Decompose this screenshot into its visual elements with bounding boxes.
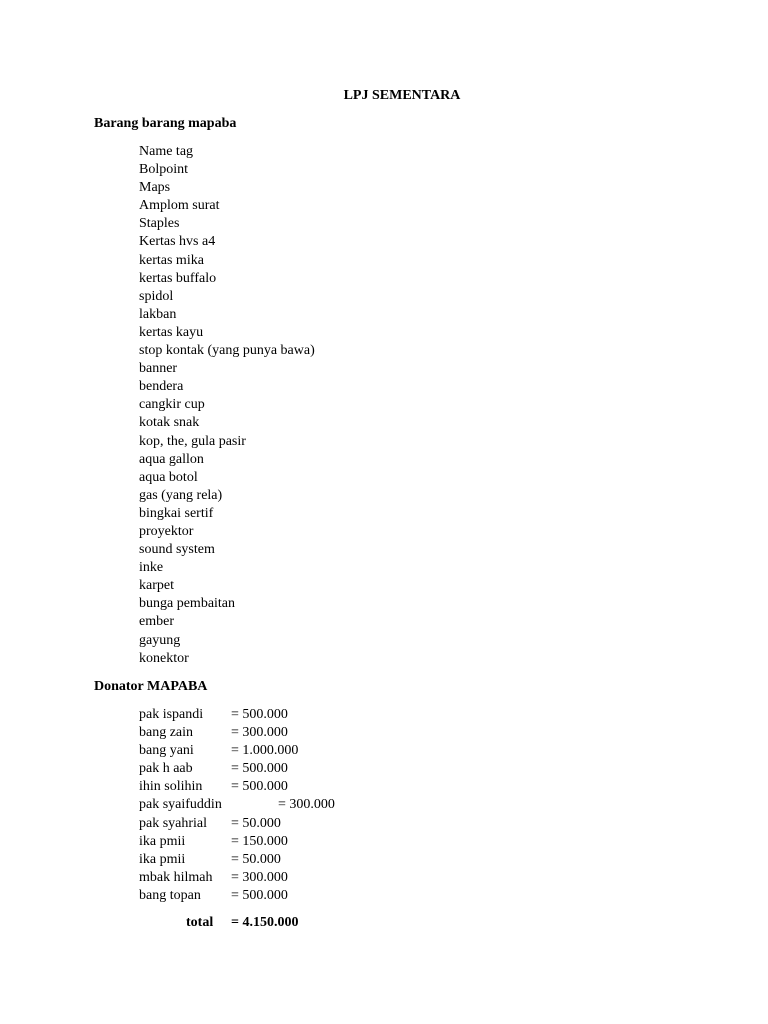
donor-amount: = 50.000 xyxy=(231,851,281,867)
donor-amount: = 500.000 xyxy=(231,707,288,722)
list-item-label: banner xyxy=(139,361,178,377)
list-item-label: bunga pembaitan xyxy=(139,596,236,612)
donor-name: pak syaifuddin xyxy=(139,797,222,813)
document-title: LPJ SEMENTARA xyxy=(343,88,461,103)
donor-name: ika pmii xyxy=(139,833,186,849)
list-item-label: kertas buffalo xyxy=(139,270,217,286)
list-item-label: kop, the, gula pasir xyxy=(139,433,246,449)
list-item-label: ember xyxy=(139,614,174,630)
list-item-label: Maps xyxy=(139,180,171,196)
donor-amount: = 300.000 xyxy=(278,797,335,813)
donor-name: bang yani xyxy=(139,743,194,759)
list-item-label: proyektor xyxy=(139,523,194,539)
donors-heading: Donator MAPABA xyxy=(94,679,208,694)
list-item-label: bingkai sertif xyxy=(139,505,214,521)
list-item-label: konektor xyxy=(139,650,189,666)
list-item-label: lakban xyxy=(139,306,177,322)
donor-name: mbak hilmah xyxy=(139,869,213,885)
list-item-label: Bolpoint xyxy=(139,162,189,178)
total-value: = 4.150.000 xyxy=(231,915,299,930)
donor-amount: = 500.000 xyxy=(231,779,288,795)
donor-amount: = 50.000 xyxy=(231,815,281,831)
donor-amount: = 300.000 xyxy=(231,869,288,885)
total-label: total xyxy=(186,915,214,930)
items-heading: Barang barang mapaba xyxy=(94,116,237,131)
donor-name: pak ispandi xyxy=(139,707,204,722)
donor-name: ika pmii xyxy=(139,851,186,867)
list-item-label: cangkir cup xyxy=(139,397,205,413)
list-item-label: inke xyxy=(139,560,164,576)
list-item-label: gayung xyxy=(139,632,181,648)
list-item-label: kotak snak xyxy=(139,415,200,431)
list-item-label: Staples xyxy=(139,216,180,232)
donor-name: bang zain xyxy=(139,725,194,741)
list-item-label: karpet xyxy=(139,578,174,594)
donor-amount: = 500.000 xyxy=(231,887,288,903)
list-item-label: Name tag xyxy=(139,144,194,159)
donor-name: pak syahrial xyxy=(139,815,208,831)
donor-name: pak h aab xyxy=(139,761,193,777)
list-item-label: aqua botol xyxy=(139,469,198,485)
list-item-label: spidol xyxy=(139,288,174,304)
donor-name: ihin solihin xyxy=(139,779,203,795)
donor-amount: = 1.000.000 xyxy=(231,743,299,759)
donor-name: bang topan xyxy=(139,887,201,903)
donor-amount: = 150.000 xyxy=(231,833,288,849)
list-item-label: kertas kayu xyxy=(139,324,204,340)
list-item-label: bendera xyxy=(139,379,184,395)
list-item-label: Kertas hvs a4 xyxy=(139,234,216,250)
list-item-label: aqua gallon xyxy=(139,451,204,467)
list-item-label: Amplom surat xyxy=(139,198,220,214)
list-item-label: sound system xyxy=(139,542,215,558)
list-item-label: stop kontak (yang punya bawa) xyxy=(139,343,315,359)
list-item-label: kertas mika xyxy=(139,252,204,268)
list-item-label: gas (yang rela) xyxy=(139,487,223,503)
donor-amount: = 300.000 xyxy=(231,725,288,741)
donor-amount: = 500.000 xyxy=(231,761,288,777)
